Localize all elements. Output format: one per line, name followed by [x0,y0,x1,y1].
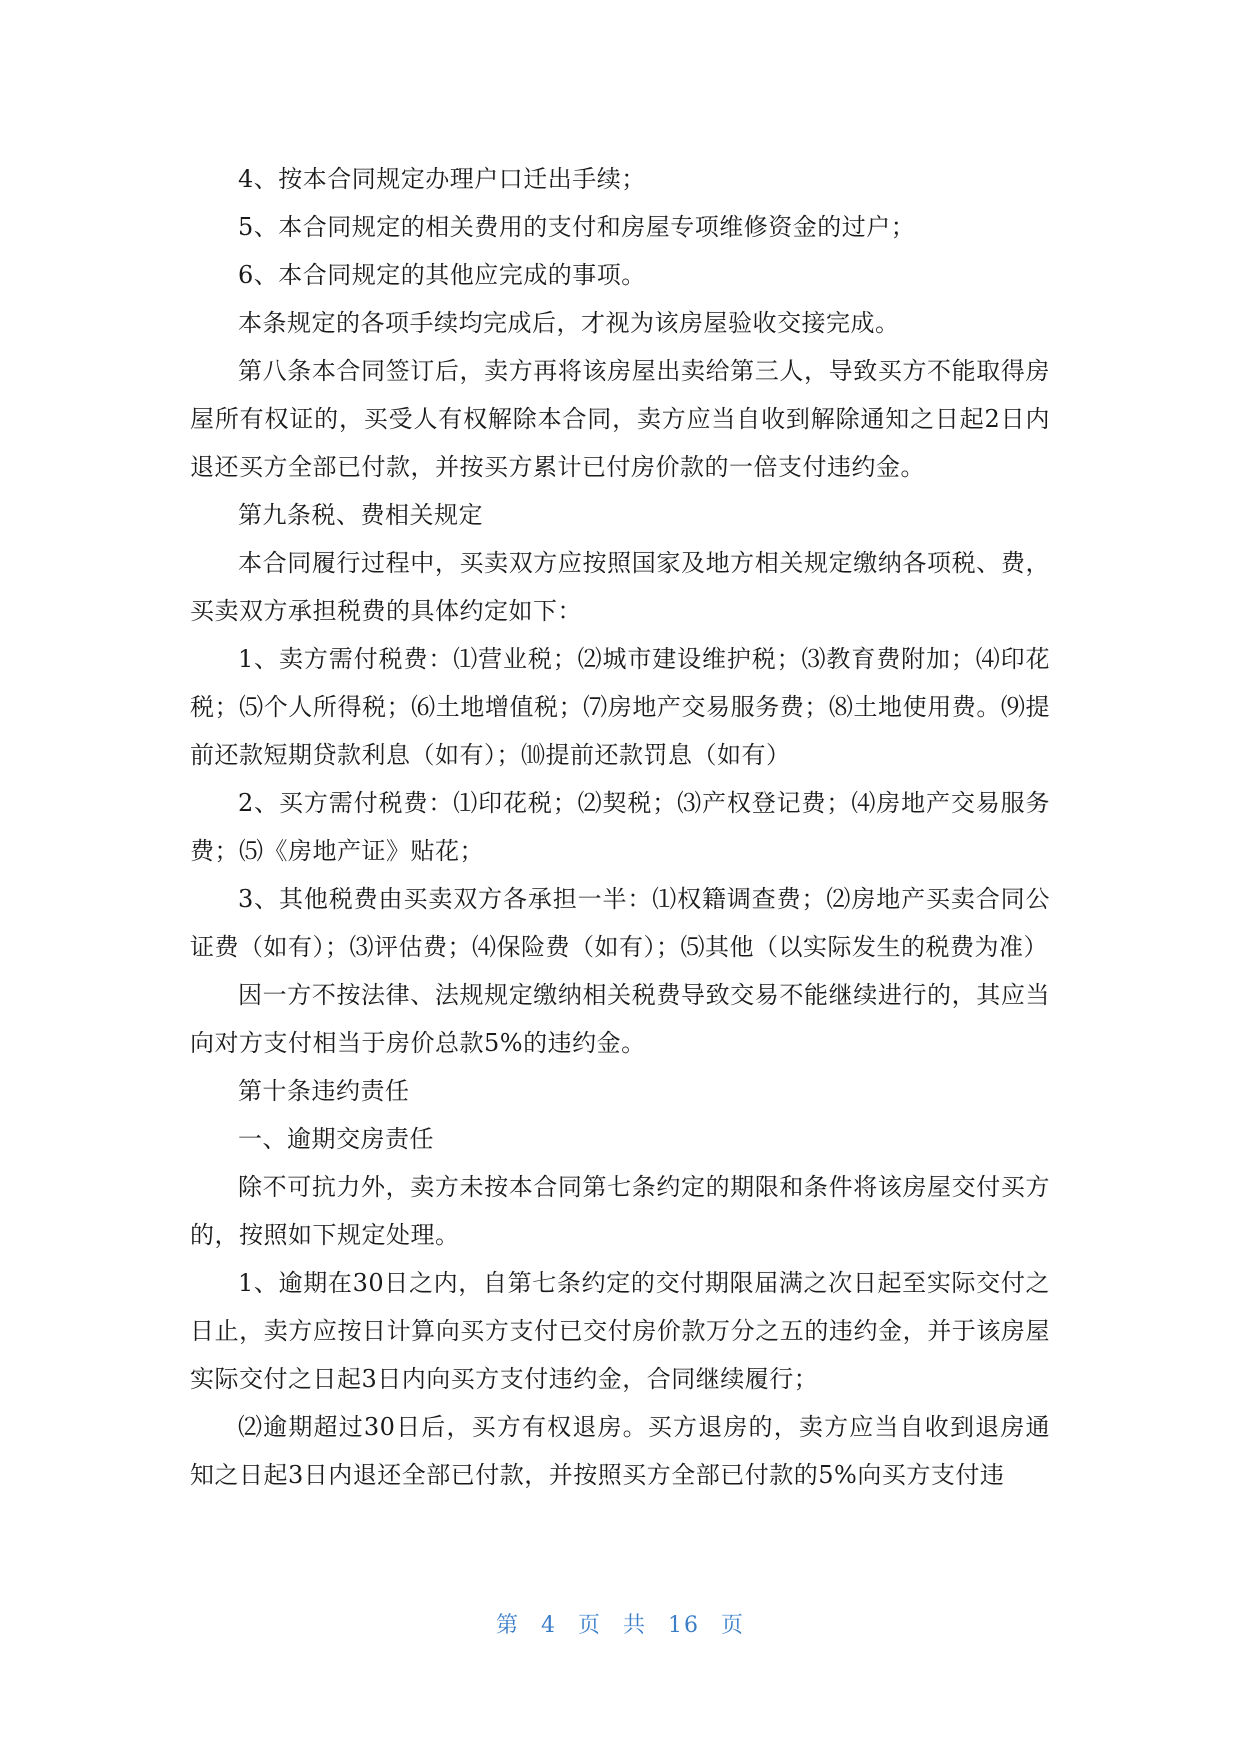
heading-article-10: 第十条违约责任 [238,1077,410,1105]
paragraph-shared-taxes: 3、其他税费由买卖双方各承担一半：⑴权籍调查费；⑵房地产买卖合同公证费（如有）；⑶评估费；⑷保险费（如有）；⑸其他（以实际发生的税费为准） [190,885,1050,961]
paragraph-late-over-30: ⑵逾期超过30日后，买方有权退房。买方退房的，卖方应当自收到退房通知之日起3日内退还全部已付款，并按照买方全部已付款的5%向买方支付违 [190,1413,1050,1489]
paragraph-article-8: 第八条本合同签订后，卖方再将该房屋出卖给第三人，导致买方不能取得房屋所有权证的，买受人有权解除本合同，卖方应当自收到解除通知之日起2日内退还买方全部已付款，并按买方累计已付房价款的一倍支付违约金。 [190,357,1050,481]
paragraph-seller-taxes: 1、卖方需付税费：⑴营业税；⑵城市建设维护税；⑶教育费附加；⑷印花税；⑸个人所得税；⑹土地增值税；⑺房地产交易服务费；⑻土地使用费。⑼提前还款短期贷款利息（如有）；⑽提前还款罚息（如有） [190,645,1050,769]
paragraph-handover-complete: 本条规定的各项手续均完成后，才视为该房屋验收交接完成。 [238,309,900,337]
paragraph-force-majeure: 除不可抗力外，卖方未按本合同第七条约定的期限和条件将该房屋交付买方的，按照如下规定处理。 [190,1173,1050,1249]
paragraph-item-6: 6、本合同规定的其他应完成的事项。 [238,261,646,289]
footer-di: 第 [495,1613,520,1638]
heading-late-delivery: 一、逾期交房责任 [238,1125,434,1153]
paragraph-tax-penalty: 因一方不按法律、法规规定缴纳相关税费导致交易不能继续进行的，其应当向对方支付相当于房价总款5%的违约金。 [190,981,1050,1057]
paragraph-tax-intro: 本合同履行过程中，买卖双方应按照国家及地方相关规定缴纳各项税、费，买卖双方承担税费的具体约定如下： [190,549,1050,625]
paragraph-item-4: 4、按本合同规定办理户口迁出手续； [238,165,646,193]
footer-ye-2: 页 [721,1613,746,1638]
footer-page-number: 4 [540,1613,557,1638]
footer-gong: 共 [623,1613,648,1638]
paragraph-buyer-taxes: 2、买方需付税费：⑴印花税；⑵契税；⑶产权登记费；⑷房地产交易服务费；⑸《房地产证》贴花； [190,789,1050,865]
page-footer [0,1608,1241,1639]
paragraph-late-within-30: 1、逾期在30日之内，自第七条约定的交付期限届满之次日起至实际交付之日止，卖方应按日计算向买方支付已交付房价款万分之五的违约金，并于该房屋实际交付之日起3日内向买方支付违约金，合同继续履行； [190,1269,1050,1393]
footer-total-pages: 16 [668,1613,701,1638]
heading-article-9: 第九条税、费相关规定 [238,501,483,529]
document-body [190,155,1050,1499]
paragraph-item-5: 5、本合同规定的相关费用的支付和房屋专项维修资金的过户； [238,213,916,241]
footer-ye: 页 [577,1613,602,1638]
